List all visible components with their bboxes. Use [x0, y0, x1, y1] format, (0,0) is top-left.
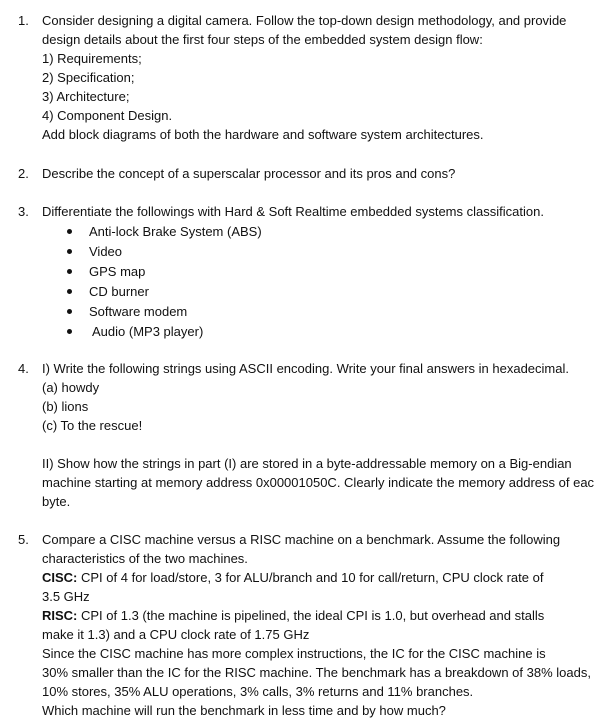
risc-text: CPI of 1.3 (the machine is pipelined, the ideal CPI is 1.0, but overhead and stalls [77, 608, 545, 623]
bullet-icon [67, 309, 72, 314]
q1-number: 1. [18, 13, 29, 28]
q5-tail-line: 30% smaller than the IC for the RISC machine. The benchmark has a breakdown of 38% loads, [42, 665, 591, 680]
q4-part2-line-3: byte. [42, 494, 71, 509]
q4-item: (b) lions [42, 399, 89, 414]
q5-line: characteristics of the two machines. [42, 551, 248, 566]
q3-bullet-item: GPS map [89, 264, 146, 279]
q3-number: 3. [18, 204, 29, 219]
q5-line: Compare a CISC machine versus a RISC machine on a benchmark. Assume the following [42, 532, 561, 547]
q5-tail-line: 10% stores, 35% ALU operations, 3% calls, 3% returns and 11% branches. [42, 684, 474, 699]
bullet-icon [67, 229, 72, 234]
q5-cisc-line-1 [42, 568, 543, 587]
q5-risc-line-2: make it 1.3) and a CPU clock rate of 1.75 GHz [42, 627, 310, 642]
q2-number: 2. [18, 166, 29, 181]
q4-number: 4. [18, 361, 29, 376]
q3-bullet-item: Video [89, 244, 123, 259]
q1-closing: Add block diagrams of both the hardware and software system architectures. [42, 127, 484, 142]
q4-part2-line-2: machine starting at memory address 0x00001050C. Clearly indicate the memory address of eac [42, 475, 595, 490]
cisc-label: CISC: [42, 570, 78, 585]
q3-bullet-item: Software modem [89, 304, 188, 319]
q3-text: Differentiate the followings with Hard & Soft Realtime embedded systems classification. [42, 204, 544, 219]
bullet-icon [67, 249, 72, 254]
cisc-text: CPI of 4 for load/store, 3 for ALU/branch and 10 for call/return, CPU clock rate of [77, 570, 544, 585]
q1-intro-line-1: Consider designing a digital camera. Follow the top-down design methodology, and provide [42, 13, 567, 28]
q4-part1: I) Write the following strings using ASCII encoding. Write your final answers in hexadecimal. [42, 361, 569, 376]
bullet-icon [67, 329, 72, 334]
q1-step: 3) Architecture; [42, 89, 130, 104]
q5-number: 5. [18, 532, 29, 547]
q1-step: 4) Component Design. [42, 108, 173, 123]
q5-tail-line: Since the CISC machine has more complex instructions, the IC for the CISC machine is [42, 646, 546, 661]
q5-tail-line: Which machine will run the benchmark in less time and by how much? [42, 703, 446, 718]
bullet-icon [67, 289, 72, 294]
q3-bullet-item: Anti-lock Brake System (ABS) [89, 224, 262, 239]
risc-label: RISC: [42, 608, 78, 623]
q3-bullet-item: Audio (MP3 player) [92, 324, 204, 339]
q3-bullet-item: CD burner [89, 284, 149, 299]
q5-risc-line-1 [42, 606, 544, 625]
q4-item: (a) howdy [42, 380, 100, 395]
q1-step: 2) Specification; [42, 70, 135, 85]
q5-cisc-line-2: 3.5 GHz [42, 589, 90, 604]
q4-part2-line-1: II) Show how the strings in part (I) are stored in a byte-addressable memory on a Big-endian [42, 456, 572, 471]
q1-intro-line-2: design details about the first four steps of the embedded system design flow: [42, 32, 483, 47]
q2-text: Describe the concept of a superscalar processor and its pros and cons? [42, 166, 456, 181]
q1-step: 1) Requirements; [42, 51, 142, 66]
q4-item: (c) To the rescue! [42, 418, 143, 433]
bullet-icon [67, 269, 72, 274]
